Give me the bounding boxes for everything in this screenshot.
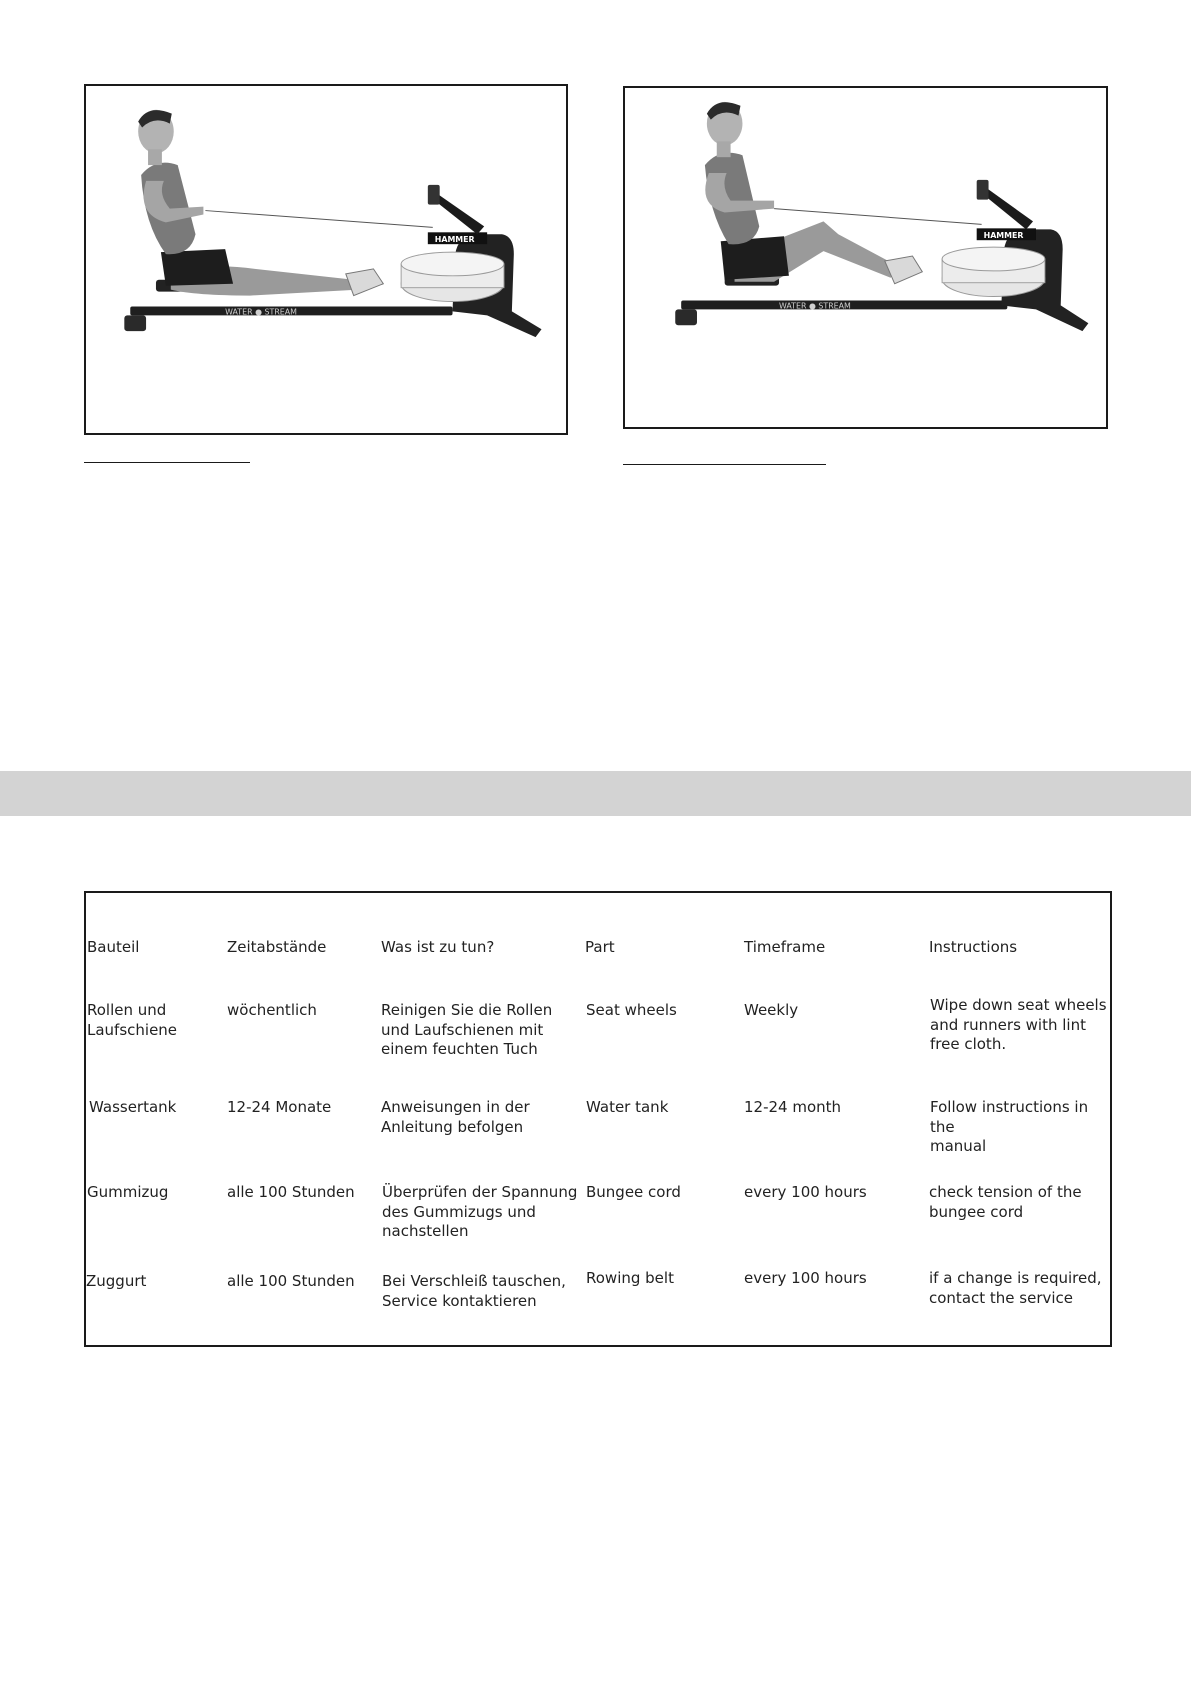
table-cell-de-todo: Reinigen Sie die Rollen und Laufschienen mit einem feuchten Tuch bbox=[381, 1001, 553, 1058]
table-cell-en-timeframe: 12-24 month bbox=[744, 1098, 842, 1116]
table-cell-de-part: Wassertank bbox=[89, 1098, 177, 1116]
table-cell-de-todo: Anweisungen in der Anleitung befolgen bbox=[381, 1098, 530, 1136]
table-cell-en-instructions: if a change is required, contact the service bbox=[929, 1269, 1102, 1307]
table-cell-en-instructions: Wipe down seat wheels and runners with lint free cloth. bbox=[930, 996, 1107, 1053]
table-cell-de-todo: Bei Verschleiß tauschen, Service kontaktieren bbox=[382, 1272, 566, 1310]
table-cell-de-interval: 12-24 Monate bbox=[227, 1098, 332, 1116]
header-de-part: Bauteil bbox=[87, 938, 140, 956]
table-cell-de-part: Zuggurt bbox=[86, 1272, 147, 1290]
table-cell-de-interval: alle 100 Stunden bbox=[227, 1183, 355, 1201]
table-cell-de-part: Rollen und Laufschiene bbox=[87, 1001, 178, 1039]
table-cell-en-part: Seat wheels bbox=[586, 1001, 677, 1019]
rowing-finish-illustration bbox=[84, 84, 568, 435]
rail-label: WATER ● STREAM bbox=[225, 307, 298, 317]
table-cell-en-instructions: check tension of the bungee cord bbox=[929, 1183, 1082, 1221]
header-en-instructions: Instructions bbox=[929, 938, 1018, 956]
table-cell-en-part: Bungee cord bbox=[586, 1183, 681, 1201]
header-de-todo: Was ist zu tun? bbox=[381, 938, 495, 956]
table-cell-de-interval: alle 100 Stunden bbox=[227, 1272, 355, 1290]
table-cell-en-part: Rowing belt bbox=[586, 1269, 674, 1287]
header-de-interval: Zeitabstände bbox=[227, 938, 327, 956]
figure-caption-rule-left bbox=[84, 462, 250, 463]
table-cell-en-instructions: Follow instructions in the manual bbox=[930, 1098, 1089, 1155]
rail-label: WATER ● STREAM bbox=[779, 301, 851, 311]
table-cell-en-timeframe: every 100 hours bbox=[744, 1183, 867, 1201]
rowing-drive-illustration bbox=[623, 86, 1108, 429]
brand-logo: HAMMER bbox=[983, 231, 1024, 241]
table-cell-en-timeframe: every 100 hours bbox=[744, 1269, 867, 1287]
table-cell-de-interval: wöchentlich bbox=[227, 1001, 317, 1019]
figure-caption-rule-right bbox=[623, 464, 826, 465]
maintenance-table bbox=[84, 891, 1112, 1347]
rowing-machine-finish-drawing bbox=[86, 86, 566, 433]
brand-logo: HAMMER bbox=[434, 235, 475, 245]
header-en-part: Part bbox=[585, 938, 615, 956]
table-cell-de-part: Gummizug bbox=[87, 1183, 169, 1201]
section-header-band bbox=[0, 771, 1191, 816]
header-en-timeframe: Timeframe bbox=[744, 938, 826, 956]
table-cell-de-todo: Überprüfen der Spannung des Gummizugs und nachstellen bbox=[382, 1183, 578, 1240]
rowing-machine-drive-drawing bbox=[625, 88, 1106, 427]
table-cell-en-timeframe: Weekly bbox=[744, 1001, 799, 1019]
table-cell-en-part: Water tank bbox=[586, 1098, 669, 1116]
